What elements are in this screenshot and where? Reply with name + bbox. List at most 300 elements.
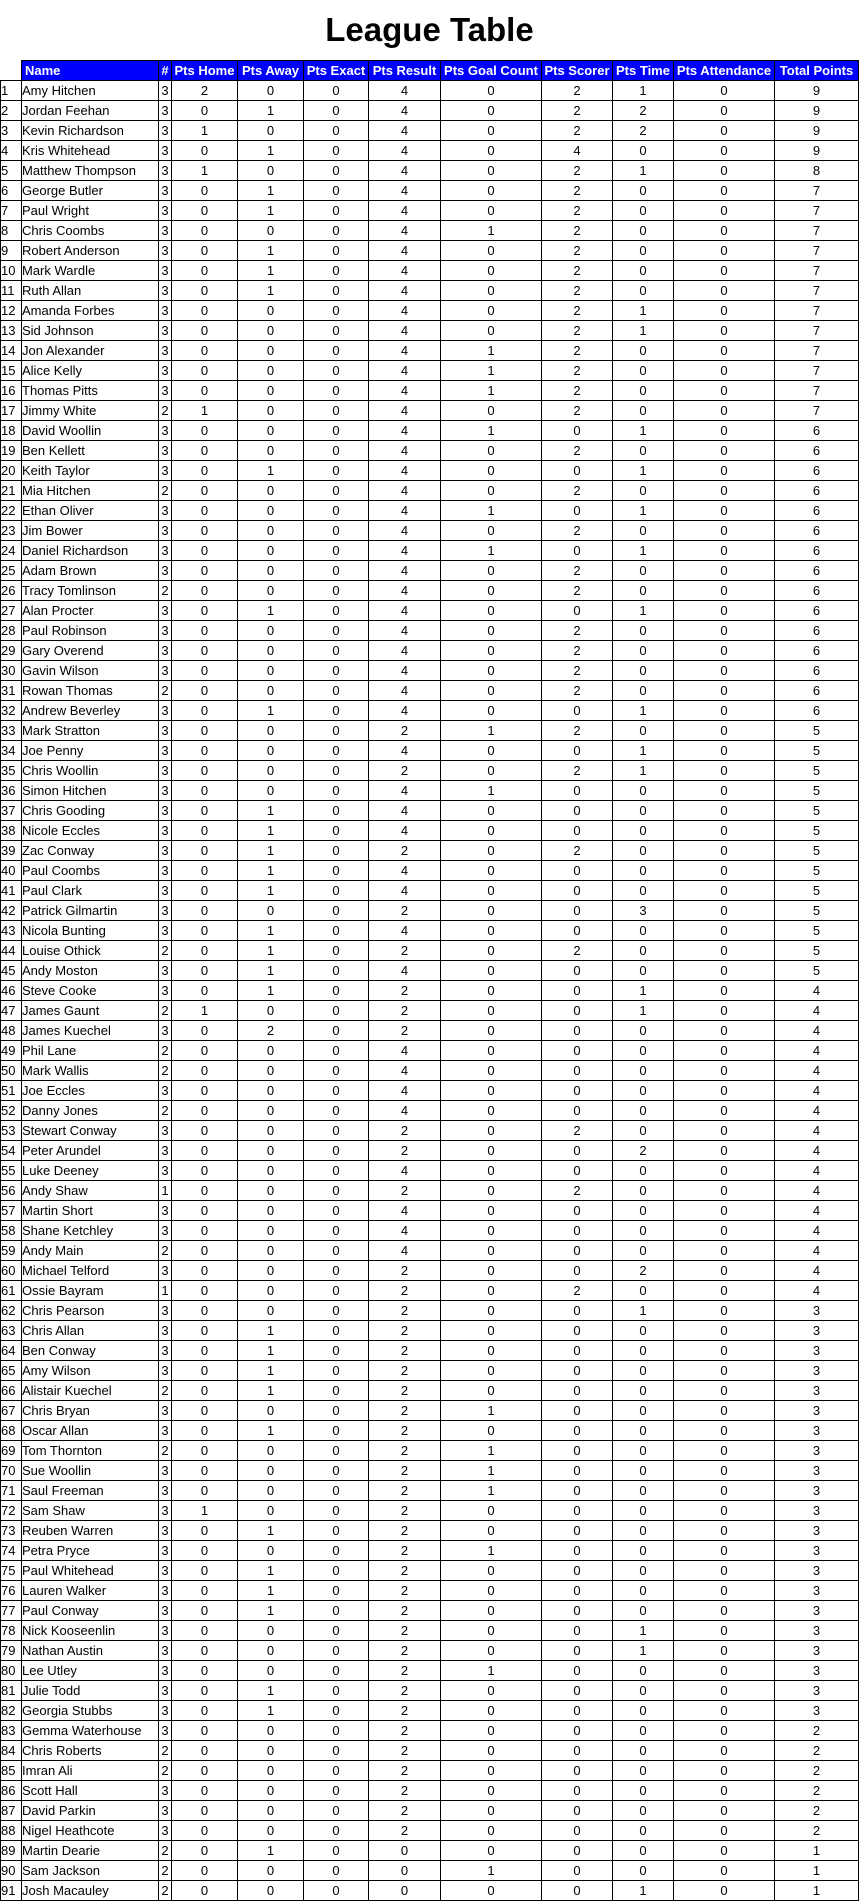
column-header-pts-home[interactable]: Pts Home bbox=[172, 61, 238, 81]
total-points-cell[interactable]: 6 bbox=[775, 621, 859, 641]
pts-home-cell[interactable]: 0 bbox=[172, 901, 238, 921]
games-played-cell[interactable]: 3 bbox=[159, 501, 172, 521]
total-points-cell[interactable]: 6 bbox=[775, 521, 859, 541]
pts-exact-cell[interactable]: 0 bbox=[304, 301, 369, 321]
total-points-cell[interactable]: 3 bbox=[775, 1601, 859, 1621]
row-number-cell[interactable]: 15 bbox=[1, 361, 22, 381]
pts-time-cell[interactable]: 0 bbox=[613, 281, 674, 301]
pts-time-cell[interactable]: 0 bbox=[613, 381, 674, 401]
player-name-cell[interactable]: Andy Main bbox=[22, 1241, 159, 1261]
pts-away-cell[interactable]: 1 bbox=[238, 1681, 304, 1701]
pts-scorer-cell[interactable]: 0 bbox=[542, 901, 613, 921]
player-name-cell[interactable]: Simon Hitchen bbox=[22, 781, 159, 801]
pts-away-cell[interactable]: 0 bbox=[238, 1441, 304, 1461]
pts-goal-count-cell[interactable]: 0 bbox=[441, 101, 542, 121]
pts-home-cell[interactable]: 0 bbox=[172, 1241, 238, 1261]
table-row[interactable] bbox=[1, 581, 859, 601]
pts-result-cell[interactable]: 4 bbox=[369, 301, 441, 321]
total-points-cell[interactable]: 7 bbox=[775, 361, 859, 381]
total-points-cell[interactable]: 3 bbox=[775, 1421, 859, 1441]
total-points-cell[interactable]: 5 bbox=[775, 781, 859, 801]
row-number-cell[interactable]: 75 bbox=[1, 1561, 22, 1581]
pts-goal-count-cell[interactable]: 0 bbox=[441, 1561, 542, 1581]
pts-result-cell[interactable]: 4 bbox=[369, 601, 441, 621]
player-name-cell[interactable]: Jim Bower bbox=[22, 521, 159, 541]
pts-goal-count-cell[interactable]: 1 bbox=[441, 221, 542, 241]
pts-attendance-cell[interactable]: 0 bbox=[674, 381, 775, 401]
pts-exact-cell[interactable]: 0 bbox=[304, 1661, 369, 1681]
pts-exact-cell[interactable]: 0 bbox=[304, 401, 369, 421]
pts-result-cell[interactable]: 2 bbox=[369, 1381, 441, 1401]
row-number-cell[interactable]: 90 bbox=[1, 1861, 22, 1881]
table-row[interactable] bbox=[1, 1441, 859, 1461]
player-name-cell[interactable]: Tom Thornton bbox=[22, 1441, 159, 1461]
pts-home-cell[interactable]: 0 bbox=[172, 1301, 238, 1321]
games-played-cell[interactable]: 3 bbox=[159, 561, 172, 581]
pts-attendance-cell[interactable]: 0 bbox=[674, 921, 775, 941]
player-name-cell[interactable]: Martin Short bbox=[22, 1201, 159, 1221]
pts-home-cell[interactable]: 0 bbox=[172, 781, 238, 801]
pts-time-cell[interactable]: 0 bbox=[613, 481, 674, 501]
player-name-cell[interactable]: Saul Freeman bbox=[22, 1481, 159, 1501]
pts-goal-count-cell[interactable]: 0 bbox=[441, 521, 542, 541]
pts-goal-count-cell[interactable]: 1 bbox=[441, 381, 542, 401]
pts-scorer-cell[interactable]: 0 bbox=[542, 1481, 613, 1501]
row-number-cell[interactable]: 42 bbox=[1, 901, 22, 921]
games-played-cell[interactable]: 3 bbox=[159, 1261, 172, 1281]
row-number-cell[interactable]: 33 bbox=[1, 721, 22, 741]
pts-away-cell[interactable]: 0 bbox=[238, 1401, 304, 1421]
total-points-cell[interactable]: 5 bbox=[775, 961, 859, 981]
pts-attendance-cell[interactable]: 0 bbox=[674, 221, 775, 241]
row-number-cell[interactable]: 65 bbox=[1, 1361, 22, 1381]
pts-time-cell[interactable]: 1 bbox=[613, 161, 674, 181]
games-played-cell[interactable]: 3 bbox=[159, 1021, 172, 1041]
pts-time-cell[interactable]: 3 bbox=[613, 901, 674, 921]
pts-exact-cell[interactable]: 0 bbox=[304, 501, 369, 521]
table-row[interactable] bbox=[1, 1801, 859, 1821]
pts-goal-count-cell[interactable]: 0 bbox=[441, 1761, 542, 1781]
player-name-cell[interactable]: Robert Anderson bbox=[22, 241, 159, 261]
row-number-cell[interactable]: 58 bbox=[1, 1221, 22, 1241]
total-points-cell[interactable]: 6 bbox=[775, 461, 859, 481]
pts-scorer-cell[interactable]: 2 bbox=[542, 941, 613, 961]
pts-result-cell[interactable]: 4 bbox=[369, 141, 441, 161]
pts-attendance-cell[interactable]: 0 bbox=[674, 1221, 775, 1241]
pts-attendance-cell[interactable]: 0 bbox=[674, 301, 775, 321]
pts-goal-count-cell[interactable]: 0 bbox=[441, 161, 542, 181]
row-number-cell[interactable]: 68 bbox=[1, 1421, 22, 1441]
pts-time-cell[interactable]: 0 bbox=[613, 401, 674, 421]
pts-away-cell[interactable]: 1 bbox=[238, 601, 304, 621]
pts-scorer-cell[interactable]: 2 bbox=[542, 441, 613, 461]
pts-home-cell[interactable]: 0 bbox=[172, 1521, 238, 1541]
pts-home-cell[interactable]: 0 bbox=[172, 321, 238, 341]
games-played-cell[interactable]: 2 bbox=[159, 1881, 172, 1901]
pts-exact-cell[interactable]: 0 bbox=[304, 1201, 369, 1221]
games-played-cell[interactable]: 3 bbox=[159, 1601, 172, 1621]
player-name-cell[interactable]: Nigel Heathcote bbox=[22, 1821, 159, 1841]
pts-scorer-cell[interactable]: 2 bbox=[542, 1281, 613, 1301]
pts-scorer-cell[interactable]: 2 bbox=[542, 241, 613, 261]
column-header-pts-scorer[interactable]: Pts Scorer bbox=[542, 61, 613, 81]
pts-attendance-cell[interactable]: 0 bbox=[674, 1041, 775, 1061]
total-points-cell[interactable]: 2 bbox=[775, 1801, 859, 1821]
total-points-cell[interactable]: 4 bbox=[775, 1081, 859, 1101]
pts-result-cell[interactable]: 4 bbox=[369, 801, 441, 821]
pts-goal-count-cell[interactable]: 1 bbox=[441, 1461, 542, 1481]
games-played-cell[interactable]: 3 bbox=[159, 861, 172, 881]
row-number-cell[interactable]: 18 bbox=[1, 421, 22, 441]
pts-attendance-cell[interactable]: 0 bbox=[674, 1081, 775, 1101]
pts-goal-count-cell[interactable]: 0 bbox=[441, 1801, 542, 1821]
games-played-cell[interactable]: 3 bbox=[159, 1821, 172, 1841]
pts-home-cell[interactable]: 0 bbox=[172, 1461, 238, 1481]
pts-time-cell[interactable]: 0 bbox=[613, 1801, 674, 1821]
total-points-cell[interactable]: 5 bbox=[775, 801, 859, 821]
pts-goal-count-cell[interactable]: 0 bbox=[441, 1121, 542, 1141]
player-name-cell[interactable]: Nick Kooseenlin bbox=[22, 1621, 159, 1641]
column-header-pts-exact[interactable]: Pts Exact bbox=[304, 61, 369, 81]
player-name-cell[interactable]: Daniel Richardson bbox=[22, 541, 159, 561]
pts-home-cell[interactable]: 0 bbox=[172, 241, 238, 261]
pts-result-cell[interactable]: 4 bbox=[369, 501, 441, 521]
player-name-cell[interactable]: Mark Stratton bbox=[22, 721, 159, 741]
pts-home-cell[interactable]: 0 bbox=[172, 1081, 238, 1101]
row-number-cell[interactable]: 32 bbox=[1, 701, 22, 721]
pts-home-cell[interactable]: 0 bbox=[172, 1441, 238, 1461]
row-number-cell[interactable]: 85 bbox=[1, 1761, 22, 1781]
pts-scorer-cell[interactable]: 0 bbox=[542, 1461, 613, 1481]
total-points-cell[interactable]: 7 bbox=[775, 261, 859, 281]
games-played-cell[interactable]: 3 bbox=[159, 1361, 172, 1381]
pts-goal-count-cell[interactable]: 0 bbox=[441, 1821, 542, 1841]
games-played-cell[interactable]: 3 bbox=[159, 261, 172, 281]
player-name-cell[interactable]: Chris Bryan bbox=[22, 1401, 159, 1421]
pts-scorer-cell[interactable]: 2 bbox=[542, 401, 613, 421]
table-row[interactable] bbox=[1, 1561, 859, 1581]
pts-time-cell[interactable]: 0 bbox=[613, 1461, 674, 1481]
pts-time-cell[interactable]: 2 bbox=[613, 121, 674, 141]
games-played-cell[interactable]: 3 bbox=[159, 381, 172, 401]
pts-exact-cell[interactable]: 0 bbox=[304, 481, 369, 501]
row-number-cell[interactable]: 43 bbox=[1, 921, 22, 941]
pts-exact-cell[interactable]: 0 bbox=[304, 1161, 369, 1181]
pts-exact-cell[interactable]: 0 bbox=[304, 1881, 369, 1901]
pts-scorer-cell[interactable]: 0 bbox=[542, 1401, 613, 1421]
pts-time-cell[interactable]: 0 bbox=[613, 1181, 674, 1201]
player-name-cell[interactable]: Ben Conway bbox=[22, 1341, 159, 1361]
pts-exact-cell[interactable]: 0 bbox=[304, 1561, 369, 1581]
pts-result-cell[interactable]: 2 bbox=[369, 1701, 441, 1721]
pts-scorer-cell[interactable]: 0 bbox=[542, 1621, 613, 1641]
pts-attendance-cell[interactable]: 0 bbox=[674, 1421, 775, 1441]
pts-scorer-cell[interactable]: 2 bbox=[542, 201, 613, 221]
pts-away-cell[interactable]: 0 bbox=[238, 401, 304, 421]
pts-goal-count-cell[interactable]: 0 bbox=[441, 181, 542, 201]
pts-goal-count-cell[interactable]: 0 bbox=[441, 81, 542, 101]
pts-home-cell[interactable]: 0 bbox=[172, 1341, 238, 1361]
pts-exact-cell[interactable]: 0 bbox=[304, 1141, 369, 1161]
pts-goal-count-cell[interactable]: 1 bbox=[441, 541, 542, 561]
player-name-cell[interactable]: Gavin Wilson bbox=[22, 661, 159, 681]
total-points-cell[interactable]: 3 bbox=[775, 1521, 859, 1541]
pts-exact-cell[interactable]: 0 bbox=[304, 341, 369, 361]
pts-away-cell[interactable]: 0 bbox=[238, 1761, 304, 1781]
pts-exact-cell[interactable]: 0 bbox=[304, 1101, 369, 1121]
pts-time-cell[interactable]: 0 bbox=[613, 961, 674, 981]
pts-result-cell[interactable]: 4 bbox=[369, 1201, 441, 1221]
total-points-cell[interactable]: 4 bbox=[775, 1021, 859, 1041]
pts-home-cell[interactable]: 0 bbox=[172, 1401, 238, 1421]
games-played-cell[interactable]: 3 bbox=[159, 901, 172, 921]
row-number-cell[interactable]: 23 bbox=[1, 521, 22, 541]
pts-scorer-cell[interactable]: 0 bbox=[542, 1841, 613, 1861]
total-points-cell[interactable]: 3 bbox=[775, 1301, 859, 1321]
player-name-cell[interactable]: Paul Wright bbox=[22, 201, 159, 221]
total-points-cell[interactable]: 4 bbox=[775, 1161, 859, 1181]
table-row[interactable] bbox=[1, 1621, 859, 1641]
pts-away-cell[interactable]: 1 bbox=[238, 461, 304, 481]
row-number-cell[interactable]: 64 bbox=[1, 1341, 22, 1361]
pts-exact-cell[interactable]: 0 bbox=[304, 1221, 369, 1241]
total-points-cell[interactable]: 4 bbox=[775, 1141, 859, 1161]
pts-time-cell[interactable]: 0 bbox=[613, 781, 674, 801]
pts-scorer-cell[interactable]: 0 bbox=[542, 1061, 613, 1081]
pts-goal-count-cell[interactable]: 0 bbox=[441, 1001, 542, 1021]
total-points-cell[interactable]: 3 bbox=[775, 1321, 859, 1341]
pts-away-cell[interactable]: 0 bbox=[238, 1541, 304, 1561]
total-points-cell[interactable]: 3 bbox=[775, 1381, 859, 1401]
games-played-cell[interactable]: 3 bbox=[159, 181, 172, 201]
pts-scorer-cell[interactable]: 0 bbox=[542, 1221, 613, 1241]
pts-attendance-cell[interactable]: 0 bbox=[674, 661, 775, 681]
pts-attendance-cell[interactable]: 0 bbox=[674, 1241, 775, 1261]
pts-home-cell[interactable]: 0 bbox=[172, 421, 238, 441]
table-row[interactable] bbox=[1, 1161, 859, 1181]
pts-away-cell[interactable]: 1 bbox=[238, 1381, 304, 1401]
player-name-cell[interactable]: Sid Johnson bbox=[22, 321, 159, 341]
row-number-cell[interactable]: 38 bbox=[1, 821, 22, 841]
pts-goal-count-cell[interactable]: 0 bbox=[441, 1881, 542, 1901]
pts-away-cell[interactable]: 0 bbox=[238, 1661, 304, 1681]
column-header-name[interactable]: Name bbox=[22, 61, 159, 81]
player-name-cell[interactable]: Lee Utley bbox=[22, 1661, 159, 1681]
row-number-cell[interactable]: 26 bbox=[1, 581, 22, 601]
pts-result-cell[interactable]: 2 bbox=[369, 1301, 441, 1321]
pts-scorer-cell[interactable]: 0 bbox=[542, 821, 613, 841]
games-played-cell[interactable]: 3 bbox=[159, 1301, 172, 1321]
pts-away-cell[interactable]: 0 bbox=[238, 381, 304, 401]
table-row[interactable] bbox=[1, 941, 859, 961]
pts-home-cell[interactable]: 0 bbox=[172, 1361, 238, 1381]
pts-goal-count-cell[interactable]: 1 bbox=[441, 1401, 542, 1421]
player-name-cell[interactable]: Chris Roberts bbox=[22, 1741, 159, 1761]
pts-attendance-cell[interactable]: 0 bbox=[674, 261, 775, 281]
games-played-cell[interactable]: 2 bbox=[159, 941, 172, 961]
pts-attendance-cell[interactable]: 0 bbox=[674, 1821, 775, 1841]
pts-home-cell[interactable]: 0 bbox=[172, 201, 238, 221]
pts-home-cell[interactable]: 0 bbox=[172, 541, 238, 561]
pts-attendance-cell[interactable]: 0 bbox=[674, 361, 775, 381]
pts-exact-cell[interactable]: 0 bbox=[304, 1581, 369, 1601]
row-number-cell[interactable]: 83 bbox=[1, 1721, 22, 1741]
column-header-total-points[interactable]: Total Points bbox=[775, 61, 859, 81]
table-row[interactable] bbox=[1, 741, 859, 761]
total-points-cell[interactable]: 2 bbox=[775, 1761, 859, 1781]
pts-attendance-cell[interactable]: 0 bbox=[674, 501, 775, 521]
pts-scorer-cell[interactable]: 2 bbox=[542, 101, 613, 121]
pts-attendance-cell[interactable]: 0 bbox=[674, 1741, 775, 1761]
player-name-cell[interactable]: Josh Macauley bbox=[22, 1881, 159, 1901]
pts-scorer-cell[interactable]: 2 bbox=[542, 321, 613, 341]
pts-attendance-cell[interactable]: 0 bbox=[674, 1461, 775, 1481]
column-header-pts-time[interactable]: Pts Time bbox=[613, 61, 674, 81]
pts-home-cell[interactable]: 0 bbox=[172, 941, 238, 961]
pts-goal-count-cell[interactable]: 0 bbox=[441, 461, 542, 481]
games-played-cell[interactable]: 3 bbox=[159, 1141, 172, 1161]
total-points-cell[interactable]: 5 bbox=[775, 761, 859, 781]
row-number-cell[interactable]: 60 bbox=[1, 1261, 22, 1281]
player-name-cell[interactable]: Shane Ketchley bbox=[22, 1221, 159, 1241]
total-points-cell[interactable]: 3 bbox=[775, 1641, 859, 1661]
pts-result-cell[interactable]: 4 bbox=[369, 401, 441, 421]
pts-home-cell[interactable]: 0 bbox=[172, 1841, 238, 1861]
pts-exact-cell[interactable]: 0 bbox=[304, 1241, 369, 1261]
pts-home-cell[interactable]: 0 bbox=[172, 821, 238, 841]
table-row[interactable] bbox=[1, 381, 859, 401]
games-played-cell[interactable]: 2 bbox=[159, 1241, 172, 1261]
pts-time-cell[interactable]: 0 bbox=[613, 1841, 674, 1861]
pts-exact-cell[interactable]: 0 bbox=[304, 1601, 369, 1621]
table-row[interactable] bbox=[1, 141, 859, 161]
total-points-cell[interactable]: 4 bbox=[775, 1001, 859, 1021]
player-name-cell[interactable]: Ben Kellett bbox=[22, 441, 159, 461]
games-played-cell[interactable]: 3 bbox=[159, 1641, 172, 1661]
row-number-cell[interactable]: 79 bbox=[1, 1641, 22, 1661]
games-played-cell[interactable]: 3 bbox=[159, 661, 172, 681]
total-points-cell[interactable]: 4 bbox=[775, 981, 859, 1001]
pts-home-cell[interactable]: 0 bbox=[172, 581, 238, 601]
row-number-cell[interactable]: 71 bbox=[1, 1481, 22, 1501]
pts-result-cell[interactable]: 2 bbox=[369, 1401, 441, 1421]
table-row[interactable] bbox=[1, 441, 859, 461]
pts-time-cell[interactable]: 0 bbox=[613, 1401, 674, 1421]
pts-goal-count-cell[interactable]: 0 bbox=[441, 1421, 542, 1441]
pts-scorer-cell[interactable]: 2 bbox=[542, 561, 613, 581]
table-row[interactable] bbox=[1, 401, 859, 421]
pts-time-cell[interactable]: 0 bbox=[613, 1241, 674, 1261]
pts-home-cell[interactable]: 0 bbox=[172, 361, 238, 381]
player-name-cell[interactable]: Paul Clark bbox=[22, 881, 159, 901]
pts-scorer-cell[interactable]: 2 bbox=[542, 1121, 613, 1141]
pts-attendance-cell[interactable]: 0 bbox=[674, 201, 775, 221]
pts-exact-cell[interactable]: 0 bbox=[304, 1701, 369, 1721]
pts-goal-count-cell[interactable]: 0 bbox=[441, 1341, 542, 1361]
pts-time-cell[interactable]: 0 bbox=[613, 1201, 674, 1221]
pts-home-cell[interactable]: 0 bbox=[172, 1721, 238, 1741]
pts-result-cell[interactable]: 4 bbox=[369, 381, 441, 401]
pts-time-cell[interactable]: 0 bbox=[613, 181, 674, 201]
pts-attendance-cell[interactable]: 0 bbox=[674, 1121, 775, 1141]
total-points-cell[interactable]: 3 bbox=[775, 1661, 859, 1681]
player-name-cell[interactable]: Sue Woollin bbox=[22, 1461, 159, 1481]
games-played-cell[interactable]: 3 bbox=[159, 101, 172, 121]
pts-result-cell[interactable]: 4 bbox=[369, 221, 441, 241]
games-played-cell[interactable]: 3 bbox=[159, 601, 172, 621]
pts-goal-count-cell[interactable]: 0 bbox=[441, 641, 542, 661]
pts-result-cell[interactable]: 4 bbox=[369, 521, 441, 541]
pts-goal-count-cell[interactable]: 0 bbox=[441, 1301, 542, 1321]
games-played-cell[interactable]: 3 bbox=[159, 881, 172, 901]
total-points-cell[interactable]: 4 bbox=[775, 1061, 859, 1081]
games-played-cell[interactable]: 3 bbox=[159, 1421, 172, 1441]
games-played-cell[interactable]: 3 bbox=[159, 1581, 172, 1601]
pts-goal-count-cell[interactable]: 0 bbox=[441, 701, 542, 721]
games-played-cell[interactable]: 2 bbox=[159, 401, 172, 421]
pts-time-cell[interactable]: 0 bbox=[613, 1101, 674, 1121]
pts-scorer-cell[interactable]: 2 bbox=[542, 161, 613, 181]
games-played-cell[interactable]: 2 bbox=[159, 1061, 172, 1081]
pts-result-cell[interactable]: 4 bbox=[369, 241, 441, 261]
pts-attendance-cell[interactable]: 0 bbox=[674, 101, 775, 121]
pts-away-cell[interactable]: 0 bbox=[238, 1281, 304, 1301]
player-name-cell[interactable]: Paul Robinson bbox=[22, 621, 159, 641]
pts-away-cell[interactable]: 2 bbox=[238, 1021, 304, 1041]
pts-exact-cell[interactable]: 0 bbox=[304, 161, 369, 181]
pts-attendance-cell[interactable]: 0 bbox=[674, 981, 775, 1001]
row-number-cell[interactable]: 87 bbox=[1, 1801, 22, 1821]
total-points-cell[interactable]: 4 bbox=[775, 1261, 859, 1281]
pts-result-cell[interactable]: 4 bbox=[369, 1101, 441, 1121]
pts-attendance-cell[interactable]: 0 bbox=[674, 1541, 775, 1561]
pts-result-cell[interactable]: 4 bbox=[369, 1041, 441, 1061]
total-points-cell[interactable]: 2 bbox=[775, 1741, 859, 1761]
pts-goal-count-cell[interactable]: 0 bbox=[441, 1021, 542, 1041]
table-row[interactable] bbox=[1, 81, 859, 101]
pts-home-cell[interactable]: 0 bbox=[172, 341, 238, 361]
pts-goal-count-cell[interactable]: 0 bbox=[441, 441, 542, 461]
row-number-cell[interactable]: 31 bbox=[1, 681, 22, 701]
pts-exact-cell[interactable]: 0 bbox=[304, 921, 369, 941]
player-name-cell[interactable]: Kris Whitehead bbox=[22, 141, 159, 161]
table-row[interactable] bbox=[1, 761, 859, 781]
pts-home-cell[interactable]: 0 bbox=[172, 721, 238, 741]
pts-time-cell[interactable]: 2 bbox=[613, 101, 674, 121]
pts-scorer-cell[interactable]: 2 bbox=[542, 361, 613, 381]
pts-away-cell[interactable]: 0 bbox=[238, 1741, 304, 1761]
pts-time-cell[interactable]: 0 bbox=[613, 1281, 674, 1301]
row-number-cell[interactable]: 14 bbox=[1, 341, 22, 361]
pts-attendance-cell[interactable]: 0 bbox=[674, 181, 775, 201]
pts-scorer-cell[interactable]: 0 bbox=[542, 1261, 613, 1281]
pts-attendance-cell[interactable]: 0 bbox=[674, 561, 775, 581]
pts-away-cell[interactable]: 0 bbox=[238, 1781, 304, 1801]
pts-away-cell[interactable]: 1 bbox=[238, 241, 304, 261]
total-points-cell[interactable]: 6 bbox=[775, 601, 859, 621]
pts-exact-cell[interactable]: 0 bbox=[304, 1821, 369, 1841]
pts-scorer-cell[interactable]: 4 bbox=[542, 141, 613, 161]
row-number-cell[interactable]: 45 bbox=[1, 961, 22, 981]
table-row[interactable] bbox=[1, 601, 859, 621]
pts-result-cell[interactable]: 4 bbox=[369, 461, 441, 481]
pts-home-cell[interactable]: 2 bbox=[172, 81, 238, 101]
pts-exact-cell[interactable]: 0 bbox=[304, 1801, 369, 1821]
table-row[interactable] bbox=[1, 841, 859, 861]
pts-attendance-cell[interactable]: 0 bbox=[674, 1341, 775, 1361]
pts-away-cell[interactable]: 0 bbox=[238, 1801, 304, 1821]
pts-goal-count-cell[interactable]: 0 bbox=[441, 921, 542, 941]
